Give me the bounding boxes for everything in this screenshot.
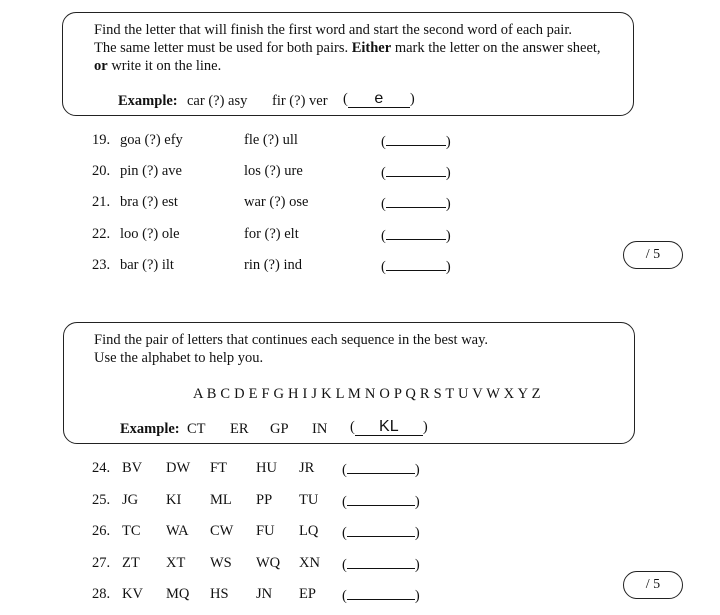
q25-term-1: JG (122, 492, 139, 508)
alphabet-line: A B C D E F G H I J K L M N O P Q R S T U V W X Y Z (193, 386, 541, 402)
instructions-2-line2: Use the alphabet to help you. (94, 350, 264, 366)
example-answer-1: ( e ) (343, 90, 415, 107)
example-answer-2: ( KL ) (350, 418, 428, 435)
q25-number: 25. (92, 492, 111, 508)
example-term-4: IN (312, 421, 328, 437)
q25-term-4: PP (256, 492, 273, 508)
example-label-2: Example: (120, 421, 180, 437)
q24-term-3: FT (210, 460, 227, 476)
example-term-1: CT (187, 421, 206, 437)
q19-number: 19. (92, 132, 111, 148)
q24-term-5: JR (299, 460, 315, 476)
q20-answer-blank[interactable]: ( ) (381, 162, 451, 182)
q23-answer-blank[interactable]: ( ) (381, 256, 451, 276)
example-term-2: ER (230, 421, 249, 437)
example-first-word: car (?) asy (187, 93, 248, 109)
q26-number: 26. (92, 523, 111, 539)
instructions-1-line3: or write it on the line. (94, 58, 222, 74)
q22-first: loo (?) ole (120, 226, 180, 242)
q23-second: rin (?) ind (244, 257, 302, 273)
q25-answer-blank[interactable]: ( ) (342, 491, 420, 511)
q21-number: 21. (92, 194, 111, 210)
q23-number: 23. (92, 257, 111, 273)
q27-answer-blank[interactable]: ( ) (342, 554, 420, 574)
q24-term-1: BV (122, 460, 143, 476)
instructions-1-line1: Find the letter that will finish the first word and start the second word of each pair. (94, 22, 572, 38)
q22-answer-blank[interactable]: ( ) (381, 225, 451, 245)
instructions-1 (94, 21, 629, 75)
q26-answer-blank[interactable]: ( ) (342, 522, 420, 542)
q24-number: 24. (92, 460, 111, 476)
q28-term-1: KV (122, 586, 143, 602)
q20-number: 20. (92, 163, 111, 179)
score-badge-2: / 5 (623, 571, 683, 599)
q27-term-5: XN (299, 555, 320, 571)
q26-term-4: FU (256, 523, 275, 539)
q28-term-2: MQ (166, 586, 190, 602)
q25-term-5: TU (299, 492, 319, 508)
q27-term-1: ZT (122, 555, 140, 571)
q25-term-2: KI (166, 492, 182, 508)
q26-term-3: CW (210, 523, 234, 539)
q22-second: for (?) elt (244, 226, 299, 242)
example-answer-value-1: e (348, 92, 410, 108)
q21-answer-blank[interactable]: ( ) (381, 193, 451, 213)
q19-second: fle (?) ull (244, 132, 298, 148)
q24-answer-blank[interactable]: ( ) (342, 459, 420, 479)
q23-first: bar (?) ilt (120, 257, 174, 273)
q26-term-1: TC (122, 523, 141, 539)
example-second-word: fir (?) ver (272, 93, 328, 109)
q20-first: pin (?) ave (120, 163, 182, 179)
q27-number: 27. (92, 555, 111, 571)
q28-term-5: EP (299, 586, 316, 602)
q24-term-4: HU (256, 460, 277, 476)
instructions-1-line2: The same letter must be used for both pairs. Either mark the letter on the answer sheet, (94, 40, 601, 56)
q21-second: war (?) ose (244, 194, 309, 210)
q26-term-2: WA (166, 523, 189, 539)
q22-number: 22. (92, 226, 111, 242)
q21-first: bra (?) est (120, 194, 178, 210)
score-badge-1: / 5 (623, 241, 683, 269)
instructions-2 (94, 331, 629, 367)
q24-term-2: DW (166, 460, 191, 476)
q27-term-2: XT (166, 555, 186, 571)
q20-second: los (?) ure (244, 163, 303, 179)
q19-answer-blank[interactable]: ( ) (381, 131, 451, 151)
example-term-3: GP (270, 421, 289, 437)
q28-term-3: HS (210, 586, 229, 602)
q27-term-4: WQ (256, 555, 281, 571)
q28-number: 28. (92, 586, 111, 602)
example-label-1: Example: (118, 93, 178, 109)
q28-answer-blank[interactable]: ( ) (342, 585, 420, 605)
q28-term-4: JN (256, 586, 273, 602)
instructions-2-line1: Find the pair of letters that continues each sequence in the best way. (94, 332, 489, 348)
example-answer-value-2: KL (355, 420, 423, 436)
q25-term-3: ML (210, 492, 232, 508)
q27-term-3: WS (210, 555, 232, 571)
q26-term-5: LQ (299, 523, 319, 539)
q19-first: goa (?) efy (120, 132, 183, 148)
